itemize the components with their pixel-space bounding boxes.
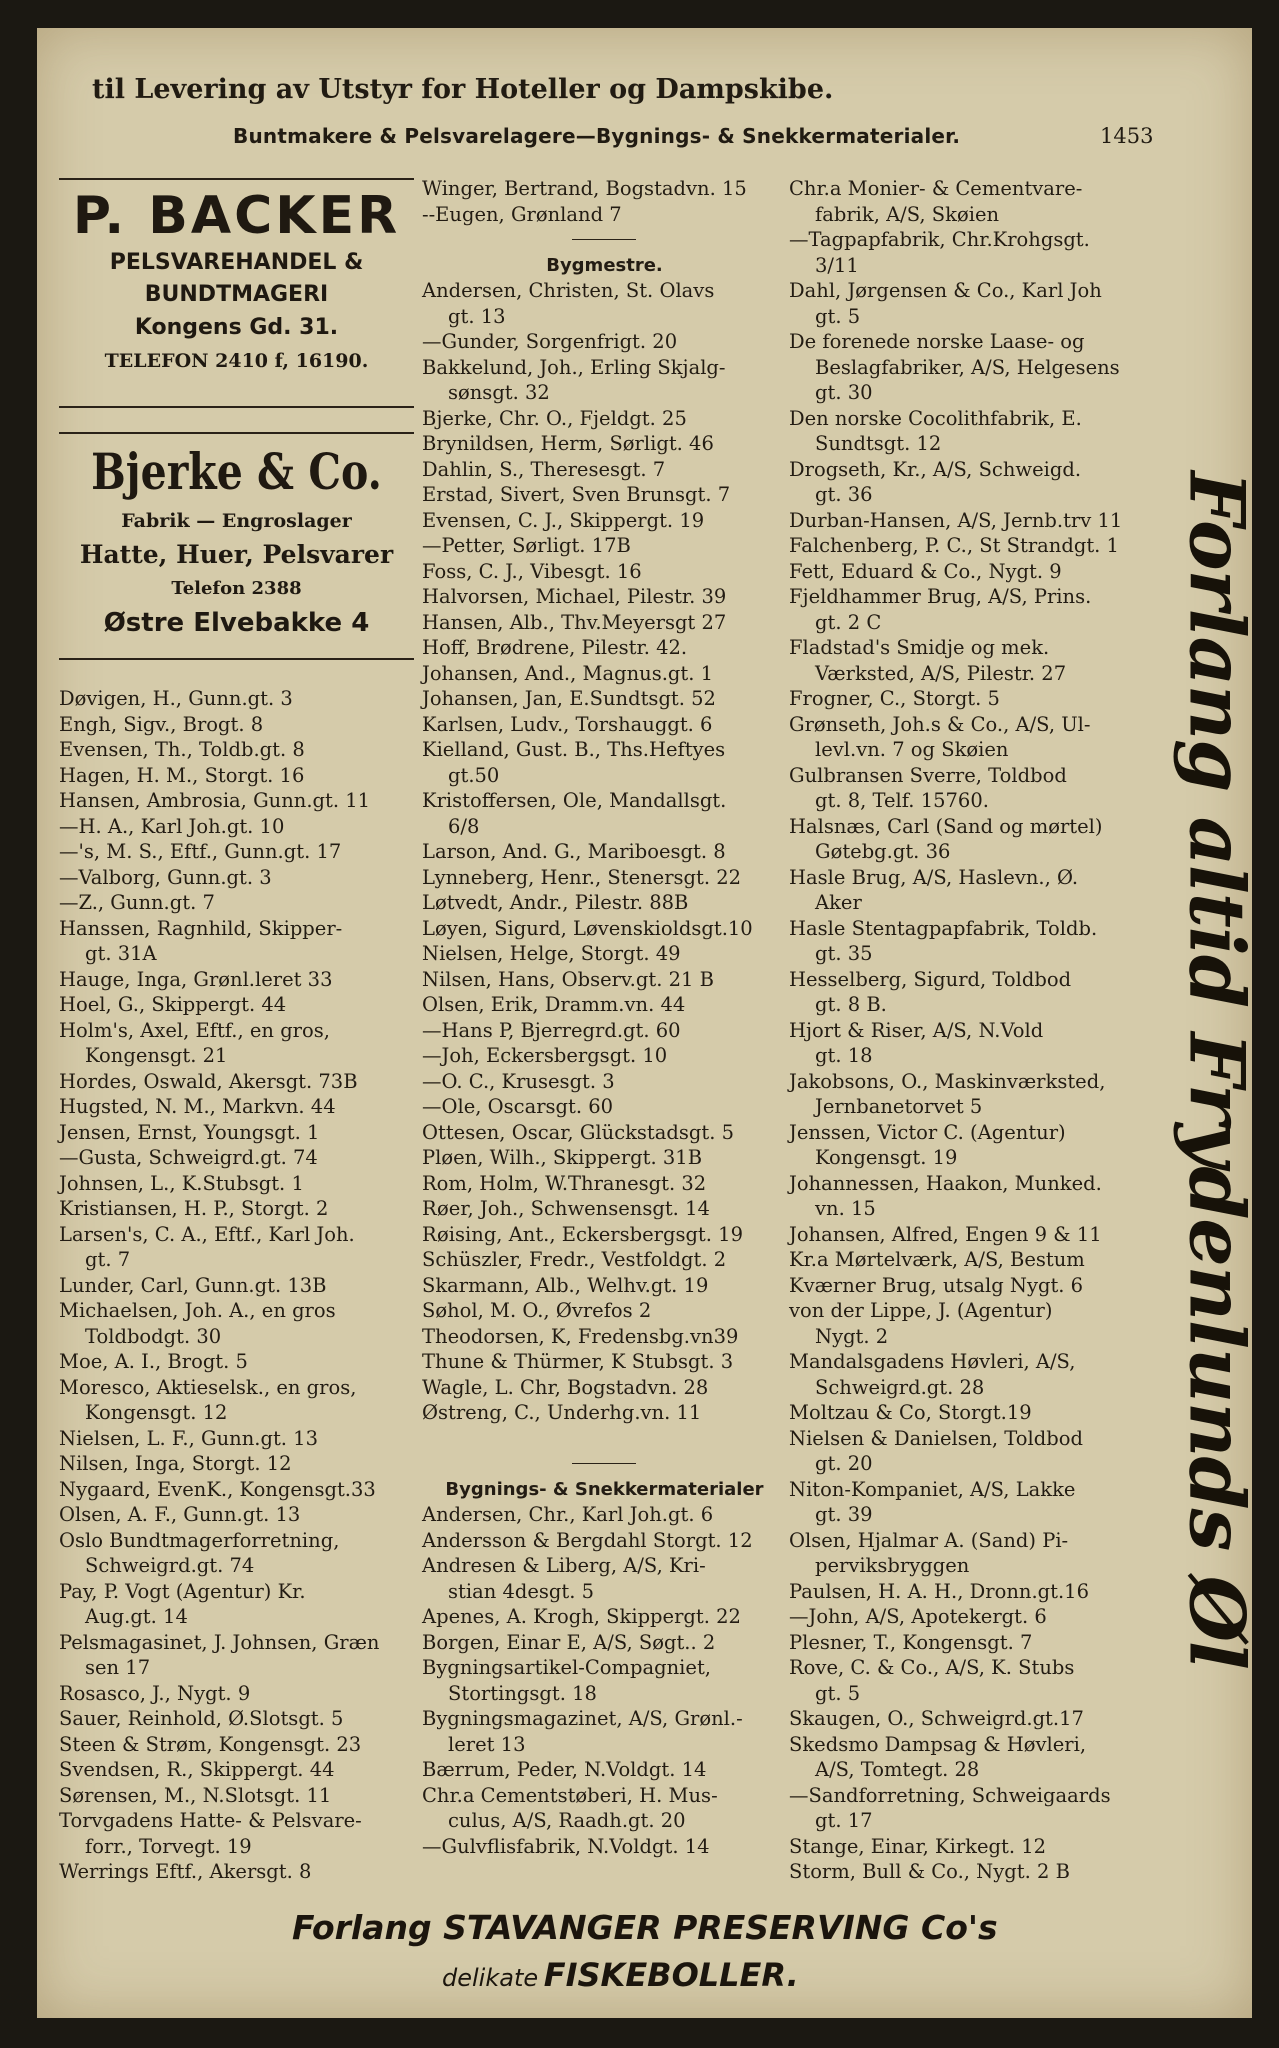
list-item: Hagen, H. M., Storgt. 16 [59,763,305,787]
column-1 [59,686,419,1885]
list-item: Bygningsartikel-Compagniet, [422,1656,711,1679]
list-item: Foss, C. J., Vibesgt. 16 [422,559,642,583]
list-item: Kristiansen, H. P., Storgt. 2 [59,1197,329,1220]
list-item: Aker [815,891,862,914]
list-item: Halvorsen, Michael, Pilestr. 39 [422,585,727,608]
list-item: Svendsen, R., Skippergt. 44 [59,1758,335,1781]
list-item: Hoel, G., Skippergt. 44 [59,993,287,1016]
ad-bjerke-address: Østre Elvebakke 4 [103,608,370,638]
list-item: Gøtebg.gt. 36 [815,840,951,863]
list-item: Drogseth, Kr., A/S, Schweigd. [789,457,1082,481]
list-item: —Hans P, Bjerregrd.gt. 60 [422,1018,681,1042]
section-divider [422,227,787,253]
list-item: Den norske Cocolithfabrik, E. [789,406,1082,430]
ad-backer-name: P. BACKER [72,186,401,246]
list-item: Wagle, L. Chr, Bogstadvn. 28 [422,1375,709,1399]
list-item: Evensen, C. J., Skippergt. 19 [422,508,705,532]
list-item: Skedsmo Dampsag & Høvleri, [789,1732,1087,1756]
list-item: Pay, P. Vogt (Agentur) Kr. [59,1579,306,1603]
list-item: Thune & Thürmer, K Stubsgt. 3 [422,1350,734,1373]
ad-bottom-rule [59,658,414,660]
list-item: Sørensen, M., N.Slotsgt. 11 [59,1783,332,1807]
list-item: Larsen's, C. A., Eftf., Karl Joh. [59,1222,355,1246]
list-item: Toldbodgt. 30 [85,1324,222,1348]
vertical-ad [1167,471,1267,1669]
list-item: Hasle Stentagpapfabrik, Toldb. [789,916,1098,940]
list-item: Brynildsen, Herm, Sørligt. 46 [422,432,714,455]
ad-bjerke [59,438,414,642]
column-3 [789,176,1159,1885]
list-item: Hesselberg, Sigurd, Toldbod [789,967,1072,991]
list-item: Stortingsgt. 18 [448,1681,597,1705]
list-item: Jenssen, Victor C. (Agentur) [789,1120,1066,1144]
ad-backer-line1: PELSVAREHANDEL & [109,250,364,275]
list-item: Nygt. 2 [815,1324,889,1348]
list-item: Gulbransen Sverre, Toldbod [789,763,1067,787]
ad-top-rule [59,178,414,180]
ad-bjerke-phone: Telefon 2388 [171,578,302,599]
list-item: 6/8 [448,814,480,838]
ad-middle-rule-1 [59,406,414,408]
list-item: Kongensgt. 21 [85,1044,228,1067]
list-item: Hoff, Brødrene, Pilestr. 42. [422,636,688,659]
list-item: Storm, Bull & Co., Nygt. 2 B [789,1860,1070,1883]
list-item: leret 13 [448,1732,526,1756]
list-item: De forenede norske Laase- og [789,330,1085,353]
list-item: Jensen, Ernst, Youngsgt. 1 [59,1120,320,1144]
ad-bjerke-name: Bjerke & Co. [91,442,382,501]
list-item: gt. 20 [815,1452,873,1475]
list-item: Kristoffersen, Ole, Mandallsgt. [422,789,727,812]
list-item: Frogner, C., Storgt. 5 [789,687,1000,710]
directory-page [37,28,1262,2018]
list-item: gt. 8, Telf. 15760. [815,789,989,812]
list-item: Hanssen, Ragnhild, Skipper- [59,916,343,940]
list-item: Bjerke, Chr. O., Fjeldgt. 25 [422,406,687,430]
list-item: Werrings Eftf., Akersgt. 8 [59,1860,312,1883]
list-item: —Sandforretning, Schweigaards [789,1783,1111,1807]
list-item: Hugsted, N. M., Markvn. 44 [59,1095,336,1118]
list-item: Kielland, Gust. B., Ths.Heftyes [422,738,726,761]
list-item: gt. 36 [815,483,873,506]
list-item: Engh, Sigv., Brogt. 8 [59,712,264,736]
list-item: Jernbanetorvet 5 [815,1095,983,1118]
list-item: —'s, M. S., Eftf., Gunn.gt. 17 [59,840,342,863]
list-item: Halsnæs, Carl (Sand og mørtel) [789,814,1103,838]
spacer [422,1426,787,1452]
list-item: Sauer, Reinhold, Ø.Slotsgt. 5 [59,1707,344,1730]
list-item: Kongensgt. 12 [85,1401,228,1424]
section-divider [422,1451,787,1477]
footer-line-1: Forlang STAVANGER PRESERVING Co's [292,1908,998,1947]
list-item: gt. 5 [815,1681,861,1705]
list-item: gt. 2 C [815,610,882,634]
list-item: Kongensgt. 19 [815,1146,958,1169]
list-item: Østreng, C., Underhg.vn. 11 [422,1401,702,1424]
list-item: Larson, And. G., Mariboesgt. 8 [422,840,726,863]
ad-backer-line2: BUNDTMAGERI [144,282,329,307]
list-item: gt. 7 [85,1248,131,1271]
list-item: forr., Torvegt. 19 [85,1834,252,1858]
section-heading-bygnings: Bygnings- & Snekkermaterialer [445,1478,764,1500]
list-item: Hasle Brug, A/S, Haslevn., Ø. [789,865,1079,889]
list-item: Andersson & Bergdahl Storgt. 12 [422,1528,753,1552]
list-item: gt. 8 B. [815,993,887,1016]
list-item: vn. 15 [815,1197,876,1220]
list-item: Erstad, Sivert, Sven Brunsgt. 7 [422,483,731,506]
list-item: Evensen, Th., Toldb.gt. 8 [59,738,305,761]
list-item: Nilsen, Hans, Observ.gt. 21 B [422,967,714,991]
list-item: —John, A/S, Apotekergt. 6 [789,1605,1047,1628]
list-item: culus, A/S, Raadh.gt. 20 [448,1809,686,1832]
list-item: Kværner Brug, utsalg Nygt. 6 [789,1273,1084,1297]
list-item: Dahlin, S., Theresesgt. 7 [422,457,666,481]
list-item: Rove, C. & Co., A/S, K. Stubs [789,1656,1075,1679]
list-item: Grønseth, Joh.s & Co., A/S, Ul- [789,712,1091,736]
list-item: Værksted, A/S, Pilestr. 27 [815,661,1067,685]
list-item: Oslo Bundtmagerforretning, [59,1528,340,1552]
list-item: Johansen, Jan, E.Sundtsgt. 52 [422,687,716,710]
list-item: —Joh, Eckersbergsgt. 10 [422,1044,668,1067]
list-item: sen 17 [85,1656,151,1679]
footer-line-2b: FISKEBOLLER. [543,1956,799,1994]
page-number: 1453 [1100,124,1154,148]
list-item: Paulsen, H. A. H., Dronn.gt.16 [789,1579,1089,1603]
list-item: —Petter, Sørligt. 17B [422,534,631,557]
list-item: Borgen, Einar E, A/S, Søgt.. 2 [422,1630,716,1654]
list-item: Jakobsons, O., Maskinværksted, [789,1069,1106,1093]
list-item: Schüszler, Fredr., Vestfoldgt. 2 [422,1248,727,1271]
list-item: —Z., Gunn.gt. 7 [59,891,215,914]
list-item: Fjeldhammer Brug, A/S, Prins. [789,585,1092,608]
list-item: Hauge, Inga, Grønl.leret 33 [59,967,333,991]
footer-line-2a: delikate [442,1964,539,1992]
list-item: Schweigrd.gt. 74 [85,1554,255,1577]
list-item: Nielsen & Danielsen, Toldbod [789,1426,1083,1450]
ad-bjerke-line2: Hatte, Huer, Pelsvarer [79,540,394,569]
list-item: Ottesen, Oscar, Glückstadsgt. 5 [422,1120,735,1144]
list-item: Bakkelund, Joh., Erling Skjalg- [422,355,726,379]
list-item: Skaugen, O., Schweigrd.gt.17 [789,1707,1084,1730]
header-line-1: til Levering av Utstyr for Hoteller og Dampskibe. [92,74,834,105]
list-item: Apenes, A. Krogh, Skippergt. 22 [422,1605,741,1628]
list-item: gt. 39 [815,1503,873,1526]
list-item: Plesner, T., Kongensgt. 7 [789,1630,1033,1654]
list-item: Durban-Hansen, A/S, Jernb.trv 11 [789,508,1123,532]
list-item: fabrik, A/S, Skøien [815,202,1000,226]
list-item: Søhol, M. O., Øvrefos 2 [422,1299,652,1322]
list-item: perviksbryggen [815,1554,970,1577]
list-item: Johansen, Alfred, Engen 9 & 11 [789,1222,1102,1246]
list-item: —H. A., Karl Joh.gt. 10 [59,814,285,838]
list-item: levl.vn. 7 og Skøien [815,738,1009,761]
list-item: Nilsen, Inga, Storgt. 12 [59,1452,292,1475]
list-item: Lunder, Carl, Gunn.gt. 13B [59,1273,327,1297]
list-item: A/S, Tomtegt. 28 [815,1758,980,1781]
list-item: Hansen, Alb., Thv.Meyersgt 27 [422,610,727,634]
list-item: Stange, Einar, Kirkegt. 12 [789,1834,1047,1858]
header-line-2: Buntmakere & Pelsvarelagere—Bygnings- & Snekkermaterialer. [233,124,961,148]
list-item: Pløen, Wilh., Skippergt. 31B [422,1146,703,1169]
list-item: gt. 5 [815,304,861,328]
list-item: Steen & Strøm, Kongensgt. 23 [59,1732,362,1756]
list-item: Bærrum, Peder, N.Voldgt. 14 [422,1758,707,1781]
list-item: Holm's, Axel, Eftf., en gros, [59,1018,330,1042]
list-item: von der Lippe, J. (Agentur) [789,1299,1053,1322]
list-item: Sundtsgt. 12 [815,432,942,455]
list-item: gt. 13 [448,304,506,328]
list-item: Torvgadens Hatte- & Pelsvare- [59,1809,362,1832]
list-item: Karlsen, Ludv., Torshauggt. 6 [422,712,713,736]
list-item: Lynneberg, Henr., Stenersgt. 22 [422,865,742,889]
list-item: --Eugen, Grønland 7 [422,202,622,226]
list-item: gt. 31A [85,942,157,965]
list-item: Fett, Eduard & Co., Nygt. 9 [789,559,1062,583]
list-item: Nielsen, L. F., Gunn.gt. 13 [59,1426,318,1450]
list-item: —Valborg, Gunn.gt. 3 [59,865,272,889]
list-item: Hjort & Riser, A/S, N.Vold [789,1018,1044,1042]
list-item: gt. 35 [815,942,873,965]
list-item: Theodorsen, K, Fredensbg.vn39 [422,1324,739,1348]
list-item: Moe, A. I., Brogt. 5 [59,1350,248,1373]
list-item: Løtvedt, Andr., Pilestr. 88B [422,891,689,914]
list-item: —Gusta, Schweigrd.gt. 74 [59,1146,318,1169]
list-item: Beslagfabriker, A/S, Helgesens [815,355,1120,379]
list-item: Mandalsgadens Høvleri, A/S, [789,1350,1076,1373]
list-item: Niton-Kompaniet, A/S, Lakke [789,1477,1076,1501]
list-item: —Gulvflisfabrik, N.Voldgt. 14 [422,1834,710,1858]
list-item: Rom, Holm, W.Thranesgt. 32 [422,1171,707,1195]
list-item: Hansen, Ambrosia, Gunn.gt. 11 [59,789,371,812]
list-item: Nygaard, EvenK., Kongensgt.33 [59,1477,376,1501]
list-item: Røising, Ant., Eckersbergsgt. 19 [422,1222,743,1246]
list-item: Skarmann, Alb., Welhv.gt. 19 [422,1273,709,1297]
column-2 [422,176,787,1859]
ad-backer-phone: TELEFON 2410 f, 16190. [104,350,369,372]
list-item: Schweigrd.gt. 28 [815,1375,985,1399]
vertical-ad-text: Forlang altid Frydenlunds Øl [1172,471,1262,1669]
list-item: —Ole, Oscarsgt. 60 [422,1095,614,1118]
list-item: Fladstad's Smidje og mek. [789,636,1050,659]
ad-backer [59,185,414,377]
list-item: Andersen, Christen, St. Olavs [422,279,715,302]
list-item: Andersen, Chr., Karl Joh.gt. 6 [422,1503,714,1526]
list-item: Døvigen, H., Gunn.gt. 3 [59,687,293,710]
list-item: Falchenberg, P. C., St Strandgt. 1 [789,534,1119,557]
list-item: gt. 18 [815,1044,873,1067]
list-item: stian 4desgt. 5 [448,1579,595,1603]
list-item: Olsen, A. F., Gunn.gt. 13 [59,1503,301,1526]
list-item: Johnsen, L., K.Stubsgt. 1 [59,1171,304,1195]
list-item: Dahl, Jørgensen & Co., Karl Joh [789,279,1102,302]
list-item: Chr.a Monier- & Cementvare- [789,177,1083,200]
list-item: gt.50 [448,763,500,787]
list-item: Winger, Bertrand, Bogstadvn. 15 [422,177,747,200]
list-item: Løyen, Sigurd, Løvenskioldsgt.10 [422,916,753,940]
list-item: Bygningsmagazinet, A/S, Grønl.- [422,1707,743,1730]
ad-middle-rule-2 [59,432,414,434]
section-heading-bygmestre: Bygmestre. [546,254,663,276]
list-item: Pelsmagasinet, J. Johnsen, Græn [59,1630,380,1654]
list-item: Kr.a Mørtelværk, A/S, Bestum [789,1248,1085,1271]
list-item: Moltzau & Co, Storgt.19 [789,1401,1032,1424]
list-item: Aug.gt. 14 [85,1605,188,1628]
ad-backer-address: Kongens Gd. 31. [134,315,339,340]
list-item: Andresen & Liberg, A/S, Kri- [422,1554,706,1577]
list-item: —Tagpapfabrik, Chr.Krohgsgt. [789,228,1090,251]
list-item: Olsen, Erik, Dramm.vn. 44 [422,993,686,1016]
list-item: Nielsen, Helge, Storgt. 49 [422,942,681,965]
list-item: Johannessen, Haakon, Munked. [789,1171,1102,1195]
list-item: Røer, Joh., Schwensensgt. 14 [422,1197,710,1220]
footer-line-2 [442,1956,799,1994]
list-item: Olsen, Hjalmar A. (Sand) Pi- [789,1528,1069,1552]
list-item: gt. 30 [815,381,873,404]
list-item: gt. 17 [815,1809,873,1832]
list-item: Hordes, Oswald, Akersgt. 73B [59,1069,358,1093]
list-item: Chr.a Cementstøberi, H. Mus- [422,1783,718,1807]
list-item: Rosasco, J., Nygt. 9 [59,1681,251,1705]
list-item: —Gunder, Sorgenfrigt. 20 [422,330,678,353]
ad-bjerke-line1: Fabrik — Engroslager [121,510,352,532]
list-item: Johansen, And., Magnus.gt. 1 [422,661,714,685]
list-item: 3/11 [815,253,859,277]
list-item: —O. C., Krusesgt. 3 [422,1069,615,1093]
list-item: sønsgt. 32 [448,381,550,404]
list-item: Michaelsen, Joh. A., en gros [59,1299,336,1322]
list-item: Moresco, Aktieselsk., en gros, [59,1375,357,1399]
